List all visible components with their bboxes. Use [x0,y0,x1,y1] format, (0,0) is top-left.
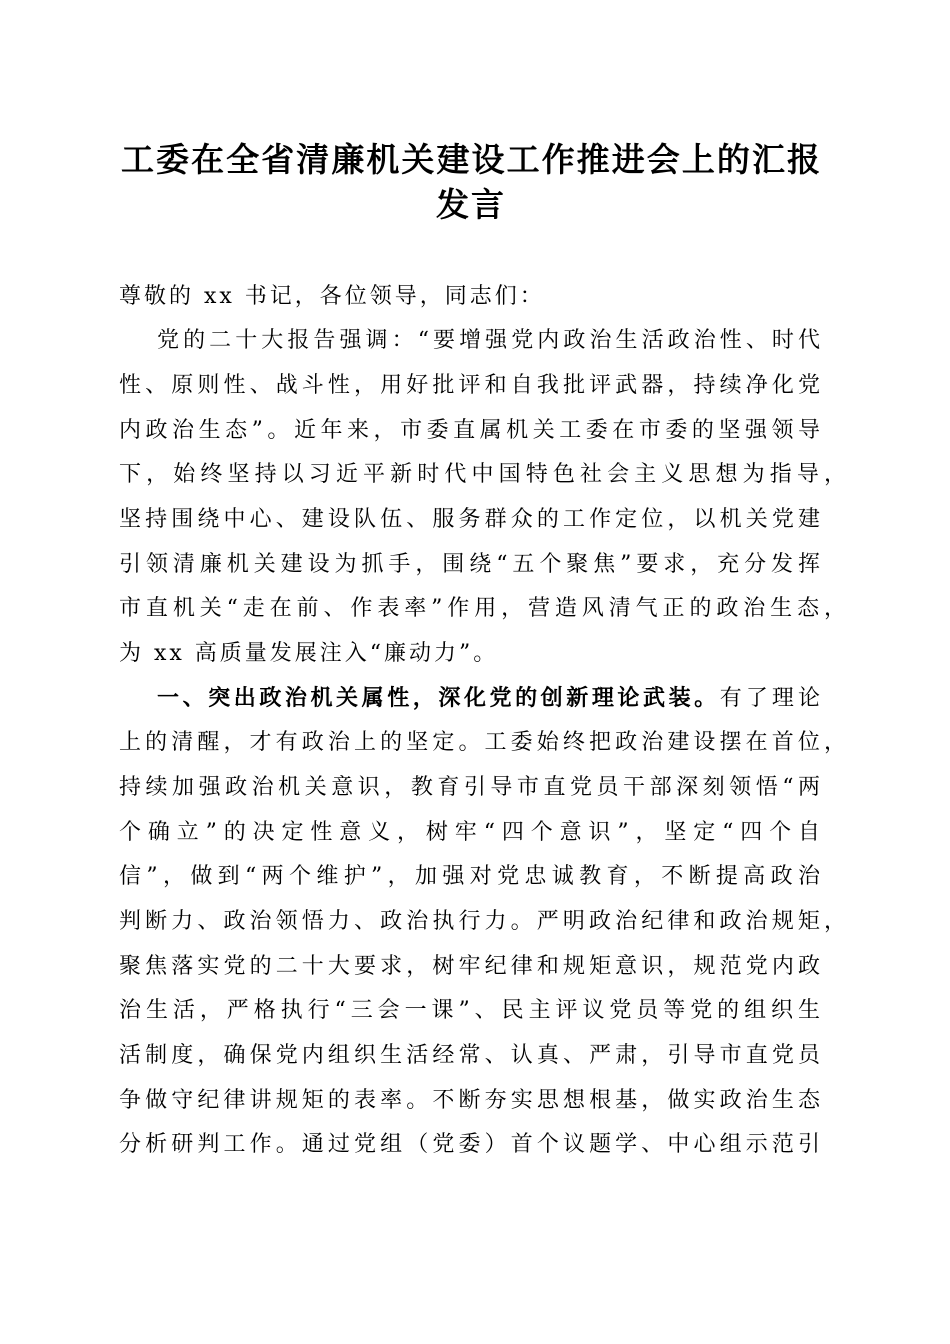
paragraph-2-line: 争做守纪律讲规矩的表率。不断夯实思想根基，做实政治生态 [119,1087,823,1113]
paragraph-2-line: 信”，做到“两个维护”，加强对党忠诚教育，不断提高政治 [119,864,823,890]
section-heading-line [119,677,823,722]
section-heading-rest: 有了理论 [719,685,823,711]
document-title-line-2: 发言 [436,185,506,224]
paragraph-1-line: 性、原则性、战斗性，用好批评和自我批评武器，持续净化党 [119,373,823,398]
paragraph-2-line: 聚焦落实党的二十大要求，树牢纪律和规矩意识，规范党内政 [119,953,823,979]
salutation: 尊敬的 xx 书记，各位领导，同志们： [119,283,545,309]
paragraph-2-line: 活制度，确保党内组织生活经常、认真、严肃，引导市直党员 [119,1042,823,1068]
section-heading-bold: 一、突出政治机关属性，深化党的创新理论武装。 [157,685,720,711]
paragraph-2-line: 上的清醒，才有政治上的坚定。工委始终把政治建设摆在首位， [119,730,849,756]
paragraph-1-line: 市直机关“走在前、作表率”作用，营造风清气正的政治生态， [119,596,849,622]
paragraph-2-line: 持续加强政治机关意识，教育引导市直党员干部深刻领悟“两 [119,774,823,800]
document-title-line-1: 工委在全省清廉机关建设工作推进会上的汇报 [121,140,822,179]
paragraph-1-last-line: 为 xx 高质量发展注入“廉动力”。 [119,640,499,666]
paragraph-2-line: 治生活，严格执行“三会一课”、民主评议党员等党的组织生 [119,998,823,1024]
paragraph-2-line: 判断力、政治领悟力、政治执行力。严明政治纪律和政治规矩， [119,908,849,934]
paragraph-2-line: 个确立”的决定性意义，树牢“四个意识”，坚定“四个自 [119,819,823,845]
paragraph-1-line: 引领清廉机关建设为抓手，围绕“五个聚焦”要求，充分发挥 [119,551,823,577]
paragraph-1-line: 党的二十大报告强调：“要增强党内政治生活政治性、时代 [157,328,823,354]
paragraph-1-line: 下，始终坚持以习近平新时代中国特色社会主义思想为指导， [119,462,849,488]
paragraph-1-line: 内政治生态”。近年来，市委直属机关工委在市委的坚强领导 [119,417,823,443]
document-body [119,275,849,1168]
paragraph-2-line: 分析研判工作。通过党组（党委）首个议题学、中心组示范引 [119,1132,823,1158]
paragraph-1-line: 坚持围绕中心、建设队伍、服务群众的工作定位，以机关党建 [119,506,823,532]
